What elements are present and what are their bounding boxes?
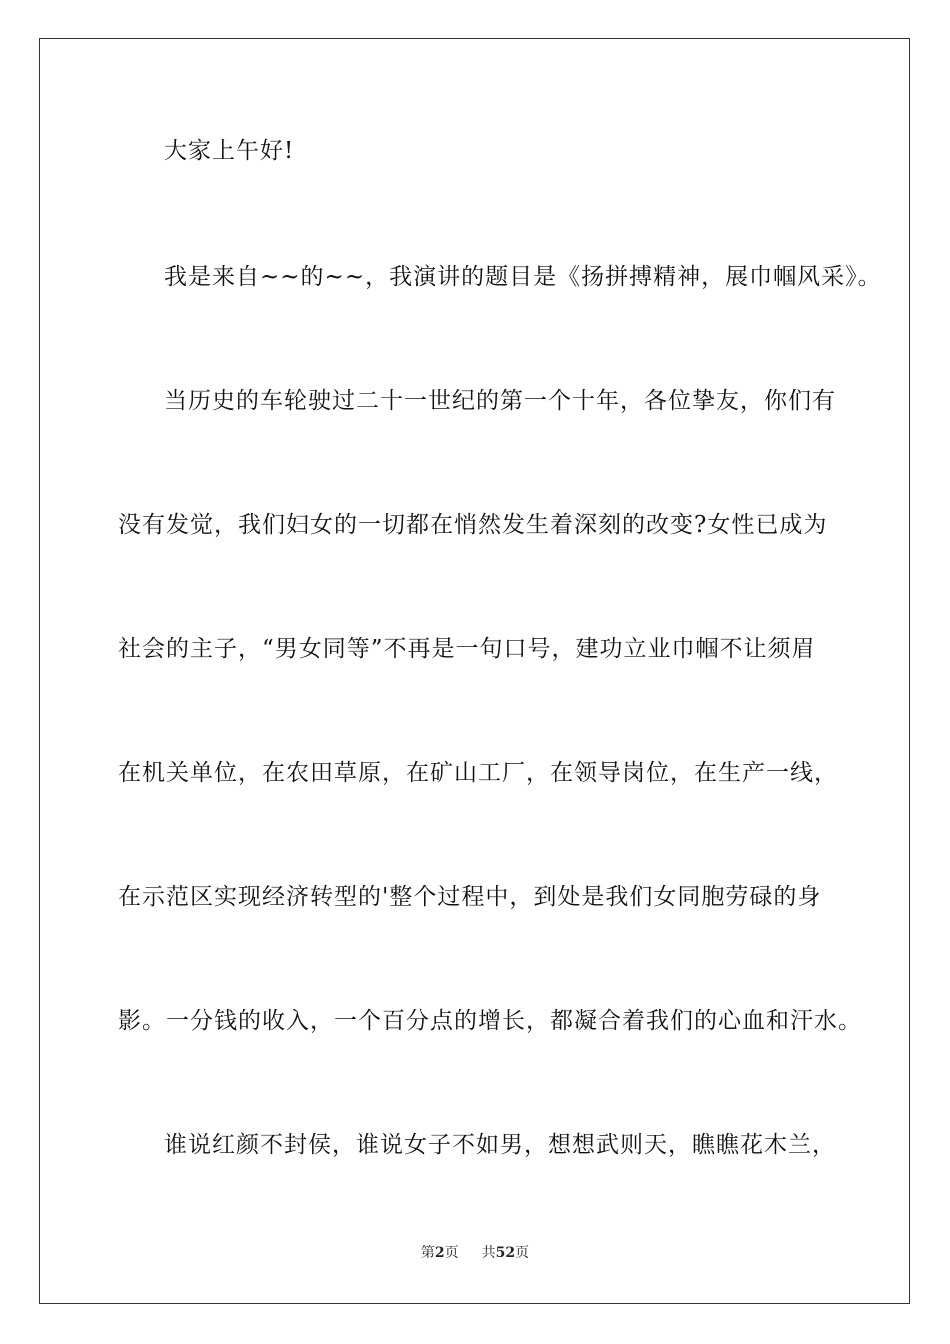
page-indicator	[421, 1245, 463, 1261]
total-prefix: 共	[481, 1245, 496, 1261]
text-line-intro: 我是来自~~的~~，我演讲的题目是《扬拼搏精神，展巾帼风采》。	[164, 264, 882, 290]
text-line: 当历史的车轮驶过二十一世纪的第一个十年，各位挚友，你们有	[164, 388, 836, 414]
text-line: 社会的主子，“男女同等”不再是一句口号，建功立业巾帼不让须眉	[118, 636, 816, 662]
text-line: 影。一分钱的收入，一个百分点的增长，都凝合着我们的心血和汗水。	[118, 1008, 862, 1034]
page-suffix: 页	[444, 1245, 459, 1261]
text-line: 在示范区实现经济转型的'整个过程中，到处是我们女同胞劳碌的身	[118, 884, 822, 910]
page-prefix: 第	[420, 1245, 435, 1261]
text-line: 在机关单位，在农田草原，在矿山工厂，在领导岗位，在生产一线，	[118, 760, 838, 786]
page-footer	[0, 1244, 950, 1262]
total-suffix: 页	[515, 1245, 530, 1261]
text-line: 没有发觉，我们妇女的一切都在悄然发生着深刻的改变?女性已成为	[118, 512, 828, 538]
page-number: 2	[434, 1245, 445, 1261]
text-line: 谁说红颜不封侯，谁说女子不如男，想想武则天，瞧瞧花木兰，	[164, 1132, 836, 1158]
total-pages-indicator	[482, 1245, 529, 1261]
total-pages: 52	[495, 1245, 516, 1261]
page-frame	[39, 38, 910, 1304]
text-line-greeting: 大家上午好!	[164, 138, 295, 164]
